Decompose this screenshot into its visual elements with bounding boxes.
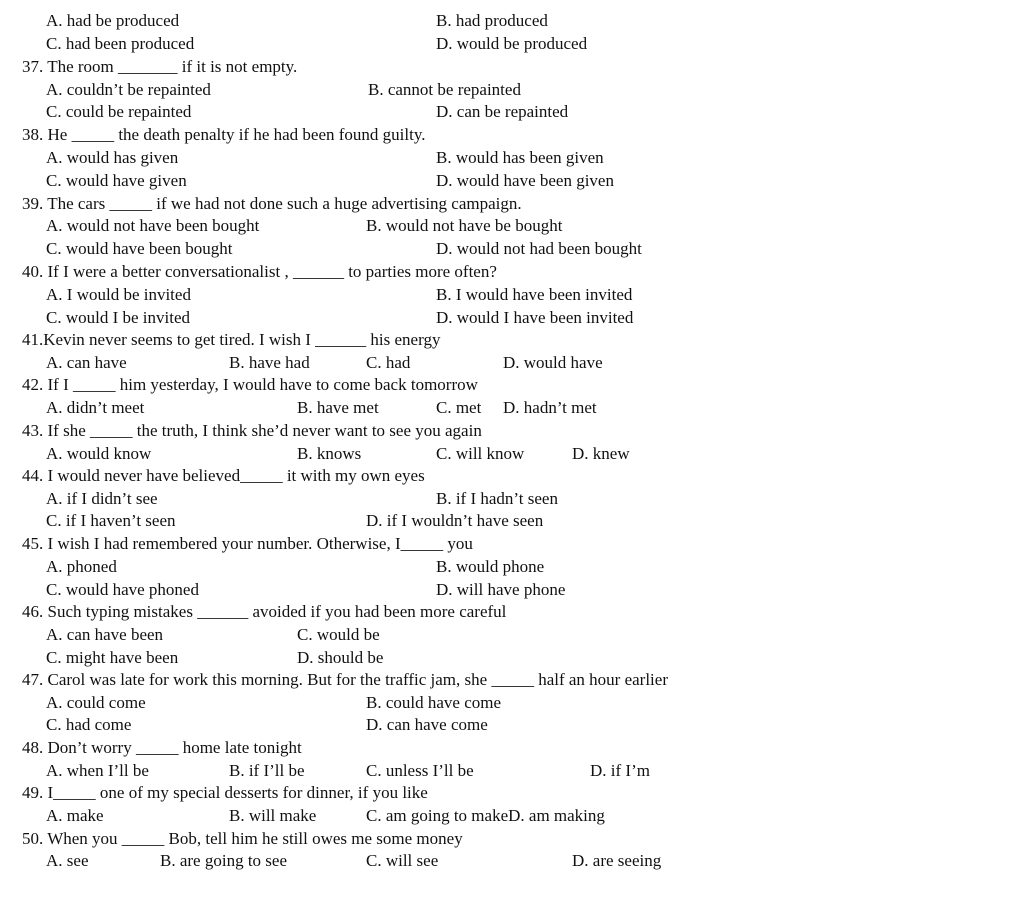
- answer-option: D. will have phone: [436, 580, 566, 599]
- answer-option: B. if I’ll be: [229, 761, 305, 780]
- answer-option: B. would has been given: [436, 148, 604, 167]
- answer-option: C. would be: [297, 625, 380, 644]
- answer-option: B. would not have be bought: [366, 216, 563, 235]
- answer-option: A. would has given: [46, 148, 179, 167]
- answer-option: B. knows: [297, 444, 362, 463]
- answer-option: D. would not had been bought: [436, 239, 642, 258]
- answer-option: C. would have been bought: [46, 239, 233, 258]
- answer-option: D. hadn’t met: [503, 398, 597, 417]
- answer-option: D. are seeing: [572, 851, 662, 870]
- answer-option: A. phoned: [46, 557, 117, 576]
- answer-option: C. would have phoned: [46, 580, 199, 599]
- answer-option: C. would I be invited: [46, 308, 191, 327]
- answer-option: A. make: [46, 806, 104, 825]
- answer-option: C. am going to makeD. am making: [366, 806, 605, 825]
- question-stem: 38. He _____ the death penalty if he had been found guilty.: [22, 125, 426, 144]
- answer-option: C. had come: [46, 715, 132, 734]
- question-stem: 39. The cars _____ if we had not done such a huge advertising campaign.: [22, 194, 522, 213]
- answer-option: A. can have: [46, 353, 127, 372]
- answer-option: A. had be produced: [46, 11, 180, 30]
- answer-option: A. I would be invited: [46, 285, 191, 304]
- answer-option: D. would have been given: [436, 171, 614, 190]
- answer-option: C. will know: [436, 444, 525, 463]
- answer-option: C. met: [436, 398, 482, 417]
- answer-option: C. had been produced: [46, 34, 195, 53]
- question-stem: 40. If I were a better conversationalist , ______ to parties more often?: [22, 262, 497, 281]
- answer-option: A. can have been: [46, 625, 164, 644]
- answer-option: B. will make: [229, 806, 317, 825]
- question-stem: 44. I would never have believed_____ it with my own eyes: [22, 466, 425, 485]
- question-stem: 48. Don’t worry _____ home late tonight: [22, 738, 302, 757]
- answer-option: B. cannot be repainted: [368, 80, 521, 99]
- answer-option: B. if I hadn’t seen: [436, 489, 558, 508]
- question-stem: 43. If she _____ the truth, I think she’d never want to see you again: [22, 421, 482, 440]
- question-stem: 41.Kevin never seems to get tired. I wish I ______ his energy: [22, 330, 441, 349]
- answer-option: D. can be repainted: [436, 102, 569, 121]
- question-stem: 46. Such typing mistakes ______ avoided if you had been more careful: [22, 602, 507, 621]
- answer-option: D. should be: [297, 648, 384, 667]
- answer-option: D. can have come: [366, 715, 488, 734]
- answer-option: A. didn’t meet: [46, 398, 145, 417]
- answer-option: D. knew: [572, 444, 630, 463]
- answer-option: A. would know: [46, 444, 152, 463]
- answer-option: B. have had: [229, 353, 310, 372]
- answer-option: B. had produced: [436, 11, 548, 30]
- answer-option: B. have met: [297, 398, 379, 417]
- answer-option: B. I would have been invited: [436, 285, 633, 304]
- question-stem: 49. I_____ one of my special desserts for dinner, if you like: [22, 783, 428, 802]
- answer-option: A. if I didn’t see: [46, 489, 158, 508]
- answer-option: C. would have given: [46, 171, 187, 190]
- answer-option: B. could have come: [366, 693, 502, 712]
- answer-option: C. unless I’ll be: [366, 761, 474, 780]
- answer-option: A. when I’ll be: [46, 761, 149, 780]
- answer-option: A. see: [46, 851, 89, 870]
- answer-option: A. could come: [46, 693, 146, 712]
- answer-option: D. if I’m: [590, 761, 650, 780]
- answer-option: A. would not have been bought: [46, 216, 260, 235]
- question-stem: 50. When you _____ Bob, tell him he still owes me some money: [22, 829, 463, 848]
- answer-option: D. would I have been invited: [436, 308, 634, 327]
- answer-option: D. if I wouldn’t have seen: [366, 511, 544, 530]
- question-stem: 45. I wish I had remembered your number. Otherwise, I_____ you: [22, 534, 473, 553]
- answer-option: C. will see: [366, 851, 439, 870]
- answer-option: C. if I haven’t seen: [46, 511, 176, 530]
- answer-option: B. are going to see: [160, 851, 287, 870]
- answer-option: C. could be repainted: [46, 102, 192, 121]
- answer-option: A. couldn’t be repainted: [46, 80, 211, 99]
- answer-option: C. might have been: [46, 648, 179, 667]
- answer-option: D. would be produced: [436, 34, 588, 53]
- question-stem: 42. If I _____ him yesterday, I would have to come back tomorrow: [22, 375, 478, 394]
- answer-option: C. had: [366, 353, 411, 372]
- answer-option: B. would phone: [436, 557, 545, 576]
- question-stem: 37. The room _______ if it is not empty.: [22, 57, 298, 76]
- question-stem: 47. Carol was late for work this morning. But for the traffic jam, she _____ half an hour earlier: [22, 670, 668, 689]
- answer-option: D. would have: [503, 353, 603, 372]
